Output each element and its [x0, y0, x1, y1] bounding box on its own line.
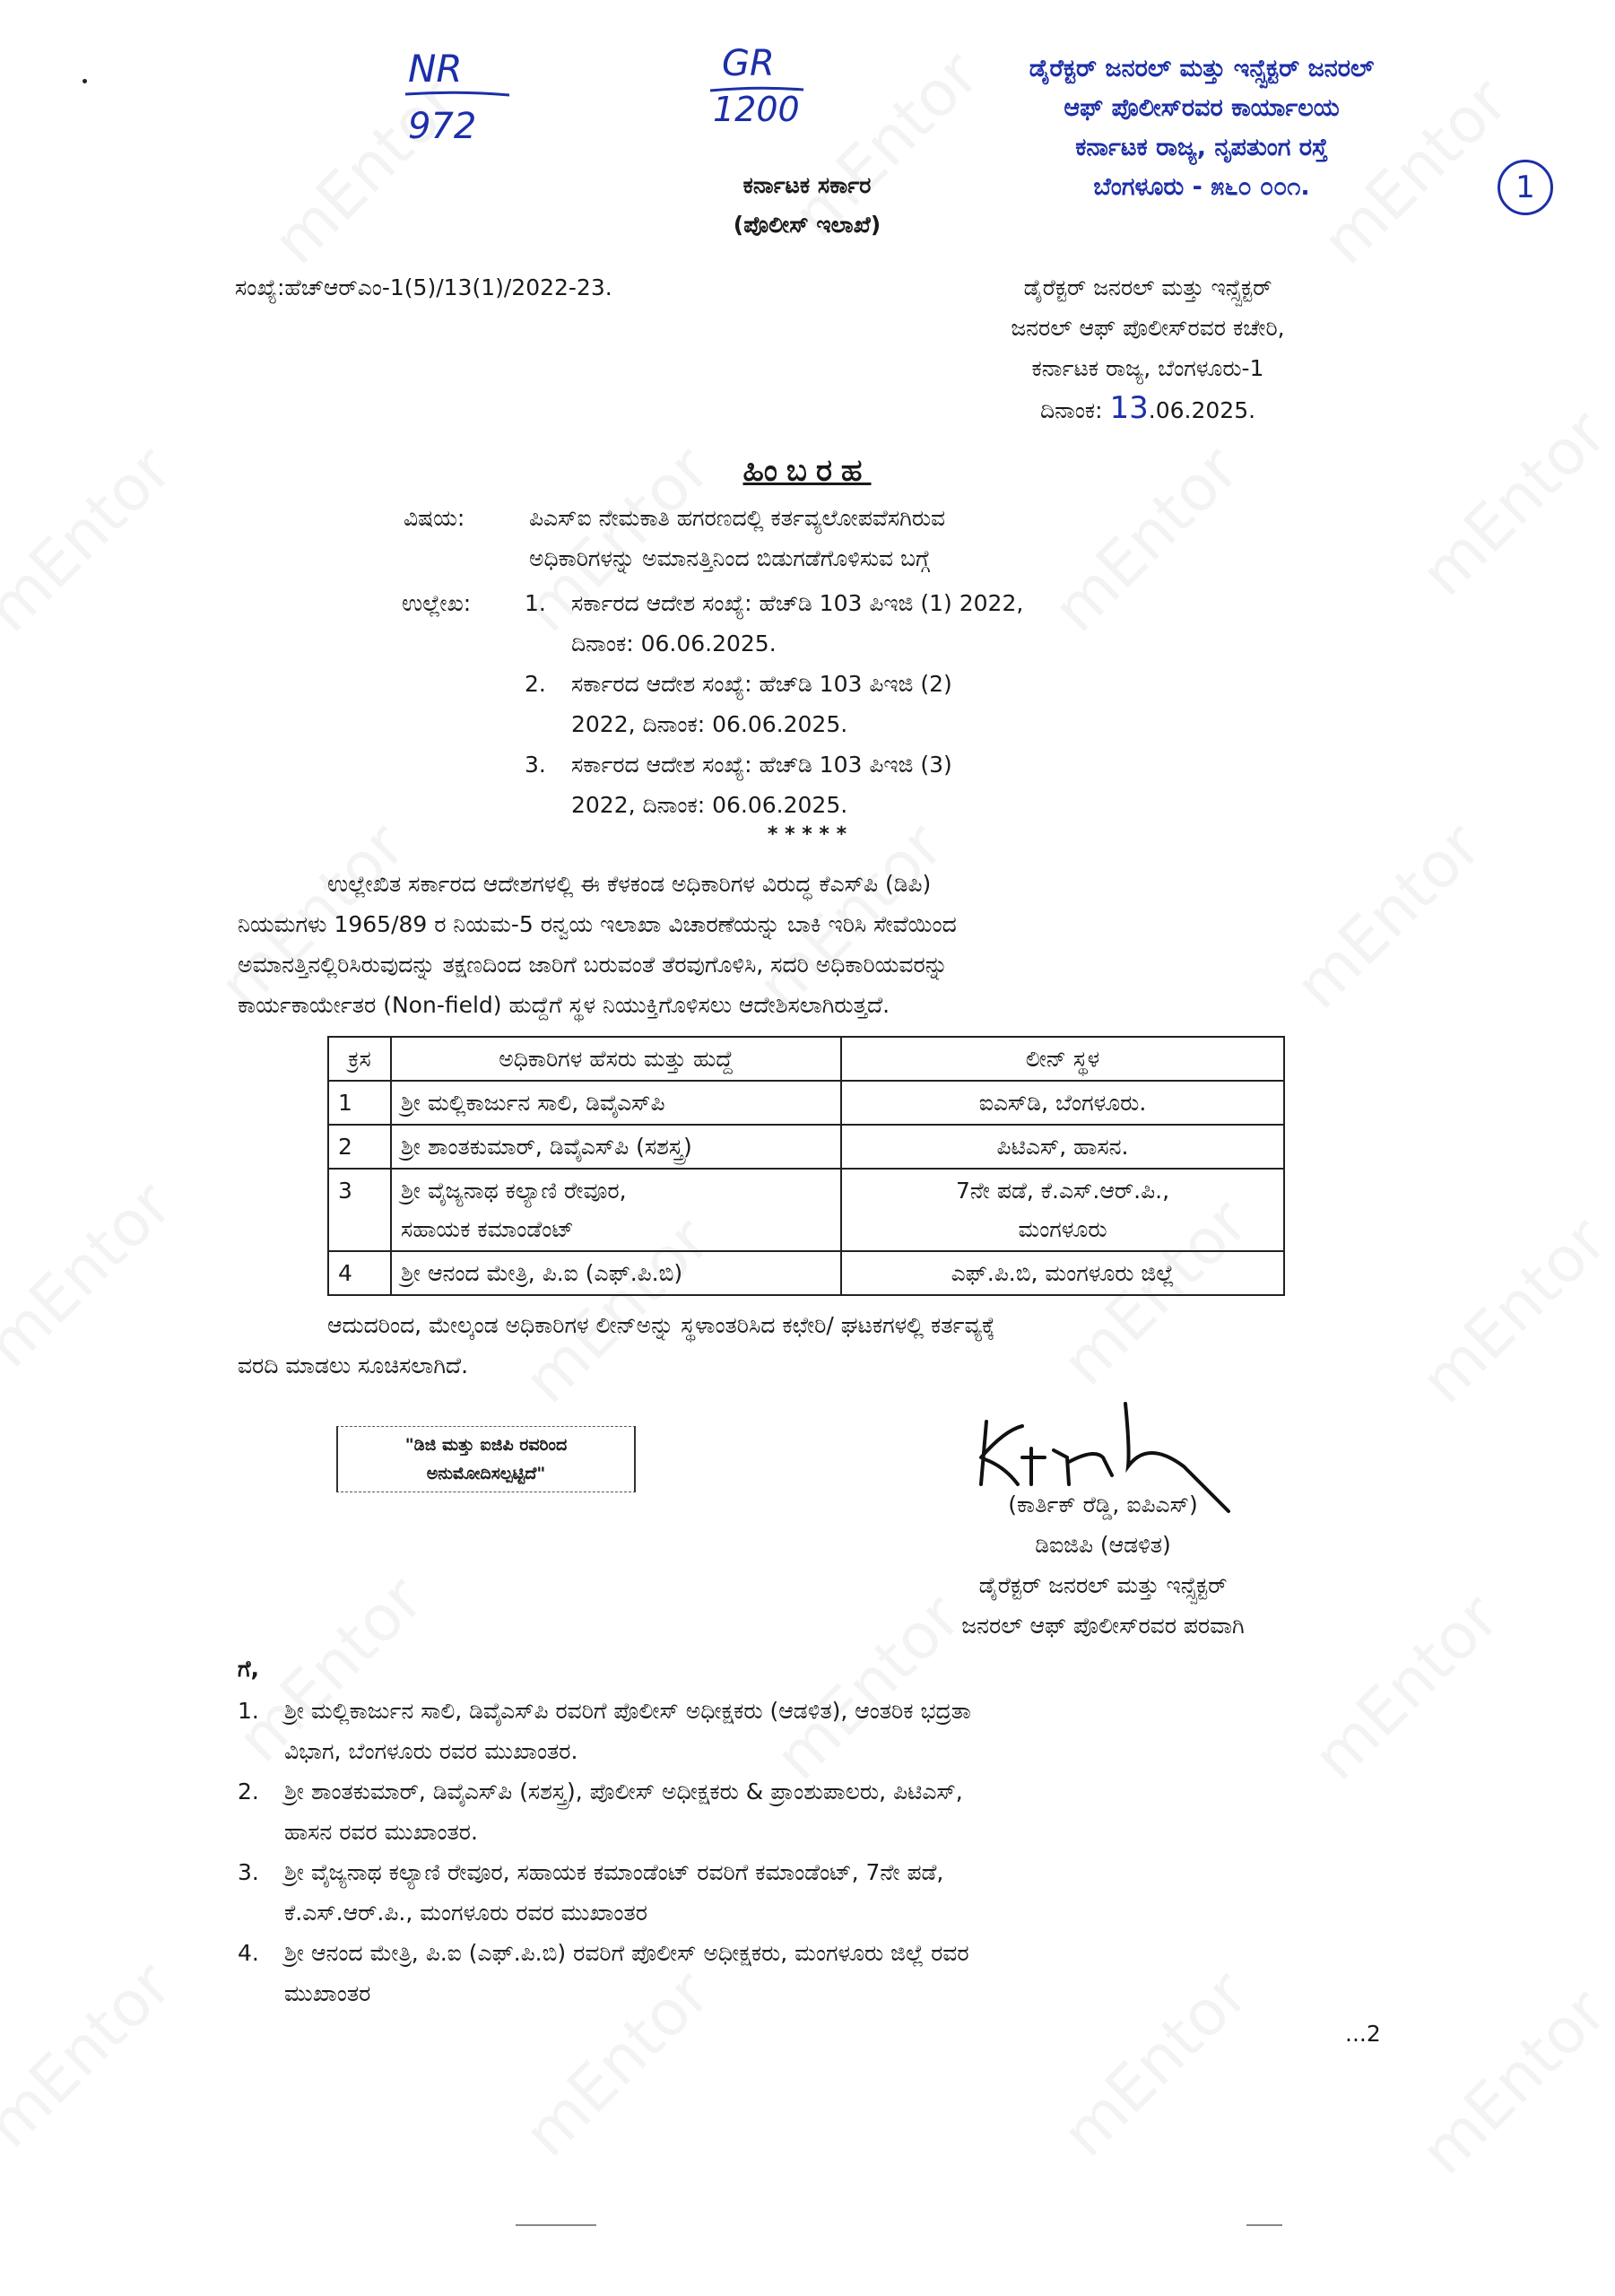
table-cell-sl: 1 [328, 1081, 391, 1125]
closing-line-2: ವರದಿ ಮಾಡಲು ಸೂಚಿಸಲಾಗಿದೆ. [238, 1352, 469, 1378]
recipient-item [238, 1933, 1376, 1973]
stamp-line-2: ಆಫ್ ಪೊಲೀಸ್‌ರವರ ಕಾರ್ಯಾಲಯ [1064, 94, 1340, 122]
signatory-name: (ಕಾರ್ತಿಕ್ ರೆಡ್ಡಿ, ಐಪಿಎಸ್) [1008, 1492, 1198, 1518]
table-cell-lien-line1: 7ನೇ ಪಡೆ, ಕೆ.ಎಸ್.ಆರ್.ಪಿ., [955, 1178, 1170, 1204]
table-row [328, 1081, 1284, 1125]
reference-item-line1: ಸರ್ಕಾರದ ಆದೇಶ ಸಂಖ್ಯೆ: ಹೆಚ್‌ಡಿ 103 ಪಿಇಜಿ (2) [571, 671, 952, 697]
table-cell-name: ಶ್ರೀ ಮಲ್ಲಿಕಾರ್ಜುನ ಸಾಲಿ, ಡಿವೈಎಸ್‌ಪಿ [391, 1081, 841, 1125]
subject-text [529, 498, 1202, 578]
recipient-line2: ಹಾಸನ ರವರ ಮುಖಾಂತರ. [284, 1819, 478, 1845]
recipient-line1: ಶ್ರೀ ಶಾಂತಕುಮಾರ್, ಡಿವೈಎಸ್‌ಪಿ (ಸಶಸ್ತ್ರ), ಪೊಲೀಸ್ ಅಧೀಕ್ಷಕರು & ಪ್ರಾಂಶುಪಾಲರು, ಪಿಟಿಎಸ್, [284, 1779, 963, 1805]
table-row [328, 1251, 1284, 1295]
watermark [0, 432, 186, 647]
closing-line-1: ಆದುದರಿಂದ, ಮೇಲ್ಕಂಡ ಅಧಿಕಾರಿಗಳ ಲೀನ್‌ಅನ್ನು ಸ್ಥಳಾಂತರಿಸಿದ ಕಛೇರಿ/ ಘಟಕಗಳಲ್ಲಿ ಕರ್ತವ್ಯಕ್ಕೆ [327, 1312, 995, 1338]
lien-table [327, 1036, 1285, 1296]
stamp-line-3: ಕರ್ನಾಟಕ ರಾಜ್ಯ, ನೃಪತುಂಗ ರಸ್ತೆ [1075, 134, 1328, 161]
government-name: ಕರ್ನಾಟಕ ಸರ್ಕಾರ [742, 172, 872, 198]
recipient-num: 1. [238, 1698, 259, 1724]
recipient-num: 2. [238, 1779, 259, 1805]
recipient-num: 4. [238, 1940, 259, 1966]
reference-list [525, 583, 1206, 825]
table-cell-name-line2: ಸಹಾಯಕ ಕಮಾಂಡೆಂಟ್ [401, 1216, 574, 1242]
office-line-3: ಕರ್ನಾಟಕ ರಾಜ್ಯ, ಬೆಂಗಳೂರು-1 [1031, 355, 1264, 381]
subject-line-2: ಅಧಿಕಾರಿಗಳನ್ನು ಅಮಾನತ್ತಿನಿಂದ ಬಿಡುಗಡೆಗೊಳಿಸುವ ಬಗ್ಗೆ [529, 545, 930, 571]
table-cell-name: ಶ್ರೀ ಆನಂದ ಮೇತ್ರಿ, ಪಿ.ಐ (ಎಫ್.ಪಿ.ಬಿ) [391, 1251, 841, 1295]
recipient-item [238, 1771, 1376, 1812]
table-header-row [328, 1037, 1284, 1081]
department-name: (ಪೊಲೀಸ್ ಇಲಾಖೆ) [733, 212, 881, 238]
table-cell-name [391, 1169, 841, 1251]
table-cell-lien: ಪಿಟಿಎಸ್, ಹಾಸನ. [841, 1125, 1284, 1169]
office-line-1: ಡೈರೆಕ್ಟರ್ ಜನರಲ್ ಮತ್ತು ಇನ್ಸ್ಪೆಕ್ಟರ್ [1023, 274, 1272, 300]
office-line-2: ಜನರಲ್ ಆಫ್ ಪೊಲೀಸ್‌ರವರ ಕಚೇರಿ, [1011, 315, 1285, 341]
handwritten-gr-number: 1200 [713, 90, 800, 129]
office-stamp [951, 49, 1453, 207]
recipient-line1: ಶ್ರೀ ಮಲ್ಲಿಕಾರ್ಜುನ ಸಾಲಿ, ಡಿವೈಎಸ್‌ಪಿ ರವರಿಗೆ ಪೊಲೀಸ್ ಅಧೀಕ್ಷಕರು (ಆಡಳಿತ), ಆಂತರಿಕ ಭದ್ರತಾ [284, 1698, 971, 1724]
table-cell-name-line1: ಶ್ರೀ ವೈಜ್ಯನಾಥ ಕಲ್ಯಾಣಿ ರೇವೂರ, [401, 1178, 627, 1204]
recipient-line1: ಶ್ರೀ ವೈಜ್ಯನಾಥ ಕಲ್ಯಾಣಿ ರೇವೂರ, ಸಹಾಯಕ ಕಮಾಂಡೆಂಟ್ ರವರಿಗೆ ಕಮಾಂಡೆಂಟ್, 7ನೇ ಪಡೆ, [284, 1859, 944, 1885]
table-cell-lien [841, 1169, 1284, 1251]
reference-item-line2: 2022, ದಿನಾಂಕ: 06.06.2025. [571, 711, 848, 737]
reference-label: ಉಲ್ಲೇಖ: [402, 590, 472, 616]
handwritten-nr-number: 972 [408, 106, 477, 147]
table-row [328, 1125, 1284, 1169]
reference-item [525, 744, 1206, 785]
document-title: ಹಿಂಬರಹ [742, 453, 872, 489]
page-continuation: ...2 [1345, 2021, 1381, 2047]
subject-label: ವಿಷಯ: [404, 505, 465, 531]
recipient-item [238, 1852, 1376, 1892]
government-heading [628, 166, 986, 245]
body-line-1: ಉಲ್ಲೇಖಿತ ಸರ್ಕಾರದ ಆದೇಶಗಳಲ್ಲಿ ಈ ಕೆಳಕಂಡ ಅಧಿಕಾರಿಗಳ ವಿರುದ್ಧ ಕೆಎಸ್‌ಪಿ (ಡಿಪಿ) [327, 871, 932, 897]
reference-item-line2: 2022, ದಿನಾಂಕ: 06.06.2025. [571, 792, 848, 818]
recipient-num: 3. [238, 1859, 259, 1885]
dot-mark [82, 79, 87, 83]
watermark [1406, 1204, 1615, 1418]
reference-item-num: 1. [525, 590, 546, 616]
table-row [328, 1169, 1284, 1251]
reference-number: ಸಂಖ್ಯೆ:ಹೆಚ್‌ಆರ್‌ಎಂ-1(5)/13(1)/2022-23. [235, 274, 612, 300]
reference-item-line1: ಸರ್ಕಾರದ ಆದೇಶ ಸಂಖ್ಯೆ: ಹೆಚ್‌ಡಿ 103 ಪಿಇಜಿ (3) [571, 752, 952, 778]
recipients-label: ಗೆ, [238, 1656, 260, 1682]
table-cell-sl: 2 [328, 1125, 391, 1169]
handwritten-nr-label: NR [408, 47, 463, 91]
table-cell-lien-line2: ಮಂಗಳೂರು [1018, 1216, 1107, 1242]
reference-item [525, 583, 1206, 623]
body-paragraph [238, 864, 1376, 1025]
approval-stamp-line-1: "ಡಿಜಿ ಮತ್ತು ಐಜಿಪಿ ರವರಿಂದ [404, 1435, 568, 1455]
approval-stamp [336, 1426, 636, 1492]
table-cell-sl: 4 [328, 1251, 391, 1295]
signatory-line-4: ಜನರಲ್ ಆಫ್ ಪೊಲೀಸ್‌ರವರ ಪರವಾಗಿ [961, 1613, 1245, 1639]
approval-stamp-line-2: ಅನುಮೋದಿಸಲ್ಪಟ್ಟಿದೆ" [426, 1464, 546, 1483]
separator-stars: * * * * * [767, 823, 847, 846]
stamp-line-4: ಬೆಂಗಳೂರು - ೫೬೦ ೦೦೧. [1093, 173, 1310, 201]
watermark [1406, 1975, 1615, 2189]
date-day-handwritten: 13 [1109, 390, 1149, 426]
table-header-name: ಅಧಿಕಾರಿಗಳ ಹೆಸರು ಮತ್ತು ಹುದ್ದೆ [391, 1037, 841, 1081]
reference-item-num: 2. [525, 671, 546, 697]
office-address [915, 267, 1381, 430]
watermark [1406, 396, 1615, 611]
reference-item-num: 3. [525, 752, 546, 778]
watermark [0, 1168, 186, 1382]
recipient-item [238, 1691, 1376, 1731]
signatory-line-3: ಡೈರೆಕ್ಟರ್ ಜನರಲ್ ಮತ್ತು ಇನ್ಸ್ಪೆಕ್ಟರ್ [978, 1572, 1228, 1598]
recipient-line2: ಮುಖಾಂತರ [284, 1980, 371, 2006]
subject-line-1: ಪಿಎಸ್‌ಐ ನೇಮಕಾತಿ ಹಗರಣದಲ್ಲಿ ಕರ್ತವ್ಯಲೋಪವೆಸಗಿರುವ [529, 505, 946, 531]
watermark [0, 1948, 186, 2162]
scan-mark [516, 2224, 596, 2226]
handwritten-gr-label: GR [722, 43, 775, 84]
table-header-lien: ಲೀನ್ ಸ್ಥಳ [841, 1037, 1284, 1081]
table-cell-sl: 3 [328, 1169, 391, 1251]
recipient-line2: ವಿಭಾಗ, ಬೆಂಗಳೂರು ರವರ ಮುಖಾಂತರ. [284, 1738, 578, 1764]
reference-item [525, 664, 1206, 704]
recipient-line1: ಶ್ರೀ ಆನಂದ ಮೇತ್ರಿ, ಪಿ.ಐ (ಎಫ್.ಪಿ.ಬಿ) ರವರಿಗೆ ಪೊಲೀಸ್ ಅಧೀಕ್ಷಕರು, ಮಂಗಳೂರು ಜಿಲ್ಲೆ ರವರ [284, 1940, 969, 1966]
office-date [915, 388, 1381, 430]
signature-block [834, 1484, 1372, 1646]
closing-paragraph [238, 1305, 1376, 1386]
nr-underline [404, 90, 511, 99]
stamp-line-1: ಡೈರೆಕ್ಟರ್ ಜನರಲ್ ಮತ್ತು ಇನ್ಸ್ಪೆಕ್ಟರ್ ಜನರಲ್ [1029, 55, 1375, 83]
reference-item-line2: ದಿನಾಂಕ: 06.06.2025. [571, 631, 777, 657]
table-cell-name: ಶ್ರೀ ಶಾಂತಕುಮಾರ್, ಡಿವೈಎಸ್‌ಪಿ (ಸಶಸ್ತ್ರ) [391, 1125, 841, 1169]
table-cell-lien: ಎಫ್.ಪಿ.ಬಿ, ಮಂಗಳೂರು ಜಿಲ್ಲೆ [841, 1251, 1284, 1295]
table-header-sl: ಕ್ರಸ [328, 1037, 391, 1081]
scan-mark [1246, 2224, 1282, 2226]
signatory-designation: ಡಿಐಜಿಪಿ (ಆಡಳಿತ) [1035, 1532, 1171, 1558]
body-line-2: ನಿಯಮಗಳು 1965/89 ರ ನಿಯಮ-5 ರನ್ವಯ ಇಲಾಖಾ ವಿಚಾರಣೆಯನ್ನು ಬಾಕಿ ಇರಿಸಿ ಸೇವೆಯಿಂದ [238, 911, 957, 937]
handwritten-page-mark: 1 [1498, 160, 1553, 215]
recipients-list [238, 1691, 1376, 2013]
signature-scribble-text: Ktt [968, 1395, 970, 1396]
body-line-4: ಕಾರ್ಯಕಾರ್ಯೇತರ (Non-field) ಹುದ್ದೆಗೆ ಸ್ಥಳ ನಿಯುಕ್ತಿಗೊಳಿಸಲು ಆದೇಶಿಸಲಾಗಿರುತ್ತದೆ. [238, 992, 890, 1018]
date-rest: .06.2025. [1148, 397, 1256, 423]
table-cell-lien: ಐಎಸ್‌ಡಿ, ಬೆಂಗಳೂರು. [841, 1081, 1284, 1125]
reference-item-line1: ಸರ್ಕಾರದ ಆದೇಶ ಸಂಖ್ಯೆ: ಹೆಚ್‌ಡಿ 103 ಪಿಇಜಿ (1) 2022, [571, 590, 1024, 616]
date-label: ದಿನಾಂಕ: [1039, 397, 1103, 423]
recipient-line2: ಕೆ.ಎಸ್.ಆರ್.ಪಿ., ಮಂಗಳೂರು ರವರ ಮುಖಾಂತರ [284, 1900, 647, 1926]
body-line-3: ಅಮಾನತ್ತಿನಲ್ಲಿರಿಸಿರುವುದನ್ನು ತಕ್ಷಣದಿಂದ ಜಾರಿಗೆ ಬರುವಂತೆ ತೆರವುಗೊಳಿಸಿ, ಸದರಿ ಅಧಿಕಾರಿಯವರನ್ನು [238, 952, 948, 978]
